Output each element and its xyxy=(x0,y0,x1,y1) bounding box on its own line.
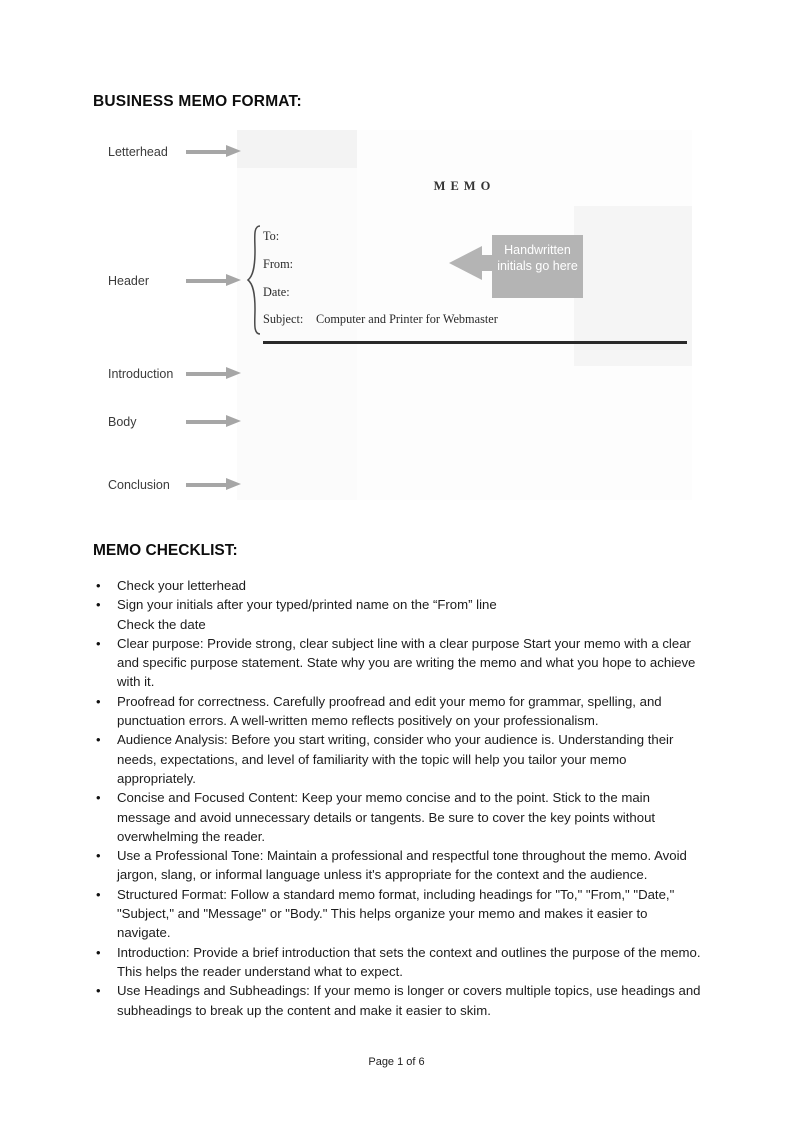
right-arrow-icon xyxy=(186,367,242,380)
memo-field-label: From: xyxy=(263,257,294,271)
memo-field-subject xyxy=(263,312,498,327)
memo-format-diagram xyxy=(0,130,793,502)
diagram-label-text: Introduction xyxy=(108,366,174,381)
diagram-label-text: Letterhead xyxy=(108,144,168,159)
memo-checklist xyxy=(93,576,701,1020)
right-arrow-icon xyxy=(186,274,242,287)
checklist-item: • Sign your initials after your typed/printed name on the “From” line Check the date xyxy=(93,595,701,634)
left-arrow-icon xyxy=(449,246,482,280)
checklist-item: • Introduction: Provide a brief introduction that sets the context and outlines the purpose of the memo. This helps the reader understand what to expect. xyxy=(93,943,701,982)
memo-subject-value: Computer and Printer for Webmaster xyxy=(316,312,498,326)
checklist-item: • Clear purpose: Provide strong, clear subject line with a clear purpose Start your memo with a clear and specific purpose statement. State why you are writing the memo and what you hope to achieve with it. xyxy=(93,634,701,692)
diagram-label-conclusion xyxy=(108,477,242,492)
page-title: BUSINESS MEMO FORMAT: xyxy=(93,93,302,110)
memo-sample-image xyxy=(237,130,692,500)
right-arrow-icon xyxy=(186,415,242,428)
diagram-label-body xyxy=(108,414,242,429)
diagram-label-text: Body xyxy=(108,414,137,429)
diagram-label-header xyxy=(108,273,242,288)
right-arrow-icon xyxy=(186,145,242,158)
checklist-item: • Proofread for correctness. Carefully proofread and edit your memo for grammar, spelling, and punctuation errors. A well-written memo reflects positively on your professionalism. xyxy=(93,692,701,731)
checklist-item: • Use Headings and Subheadings: If your memo is longer or covers multiple topics, use headings and subheadings to break up the content and make it easier to skim. xyxy=(93,981,701,1020)
diagram-label-introduction xyxy=(108,366,242,381)
memo-field-from xyxy=(263,257,293,272)
diagram-label-text: Conclusion xyxy=(108,477,170,492)
memo-field-label: To: xyxy=(263,229,280,243)
memo-field-to xyxy=(263,229,279,244)
diagram-label-letterhead xyxy=(108,144,242,159)
curly-brace-icon xyxy=(245,224,262,336)
checklist-item: • Check your letterhead xyxy=(93,576,701,595)
checklist-item-continuation: Check the date xyxy=(117,616,206,632)
right-arrow-icon xyxy=(186,478,242,491)
page-number: Page 1 of 6 xyxy=(368,1056,425,1068)
checklist-item: • Concise and Focused Content: Keep your memo concise and to the point. Stick to the main message and avoid unnecessary details or tangents. Be sure to cover the key points without overwhelming the reader. xyxy=(93,788,701,846)
memo-divider-line xyxy=(263,341,687,344)
checklist-item: • Use a Professional Tone: Maintain a professional and respectful tone throughout the memo. Avoid jargon, slang, or informal language unless it's appropriate for the context and the audience. xyxy=(93,846,701,885)
scan-shading xyxy=(237,130,357,168)
checklist-heading: MEMO CHECKLIST: xyxy=(93,542,238,559)
memo-field-label: Subject: xyxy=(263,312,304,326)
handwritten-initials-callout: Handwritten initials go here xyxy=(492,235,583,298)
memo-field-date xyxy=(263,285,290,300)
memo-field-label: Date: xyxy=(263,285,290,299)
memo-heading: MEMO xyxy=(433,179,496,193)
checklist-item: • Audience Analysis: Before you start writing, consider who your audience is. Understanding their needs, expectations, and level of familiarity with the topic will help you tailor your memo appropriately. xyxy=(93,730,701,788)
checklist-item: • Structured Format: Follow a standard memo format, including headings for "To," "From," "Date," "Subject," and "Message" or "Body." This helps organize your memo and makes it easier to navigate. xyxy=(93,885,701,943)
diagram-label-text: Header xyxy=(108,273,149,288)
